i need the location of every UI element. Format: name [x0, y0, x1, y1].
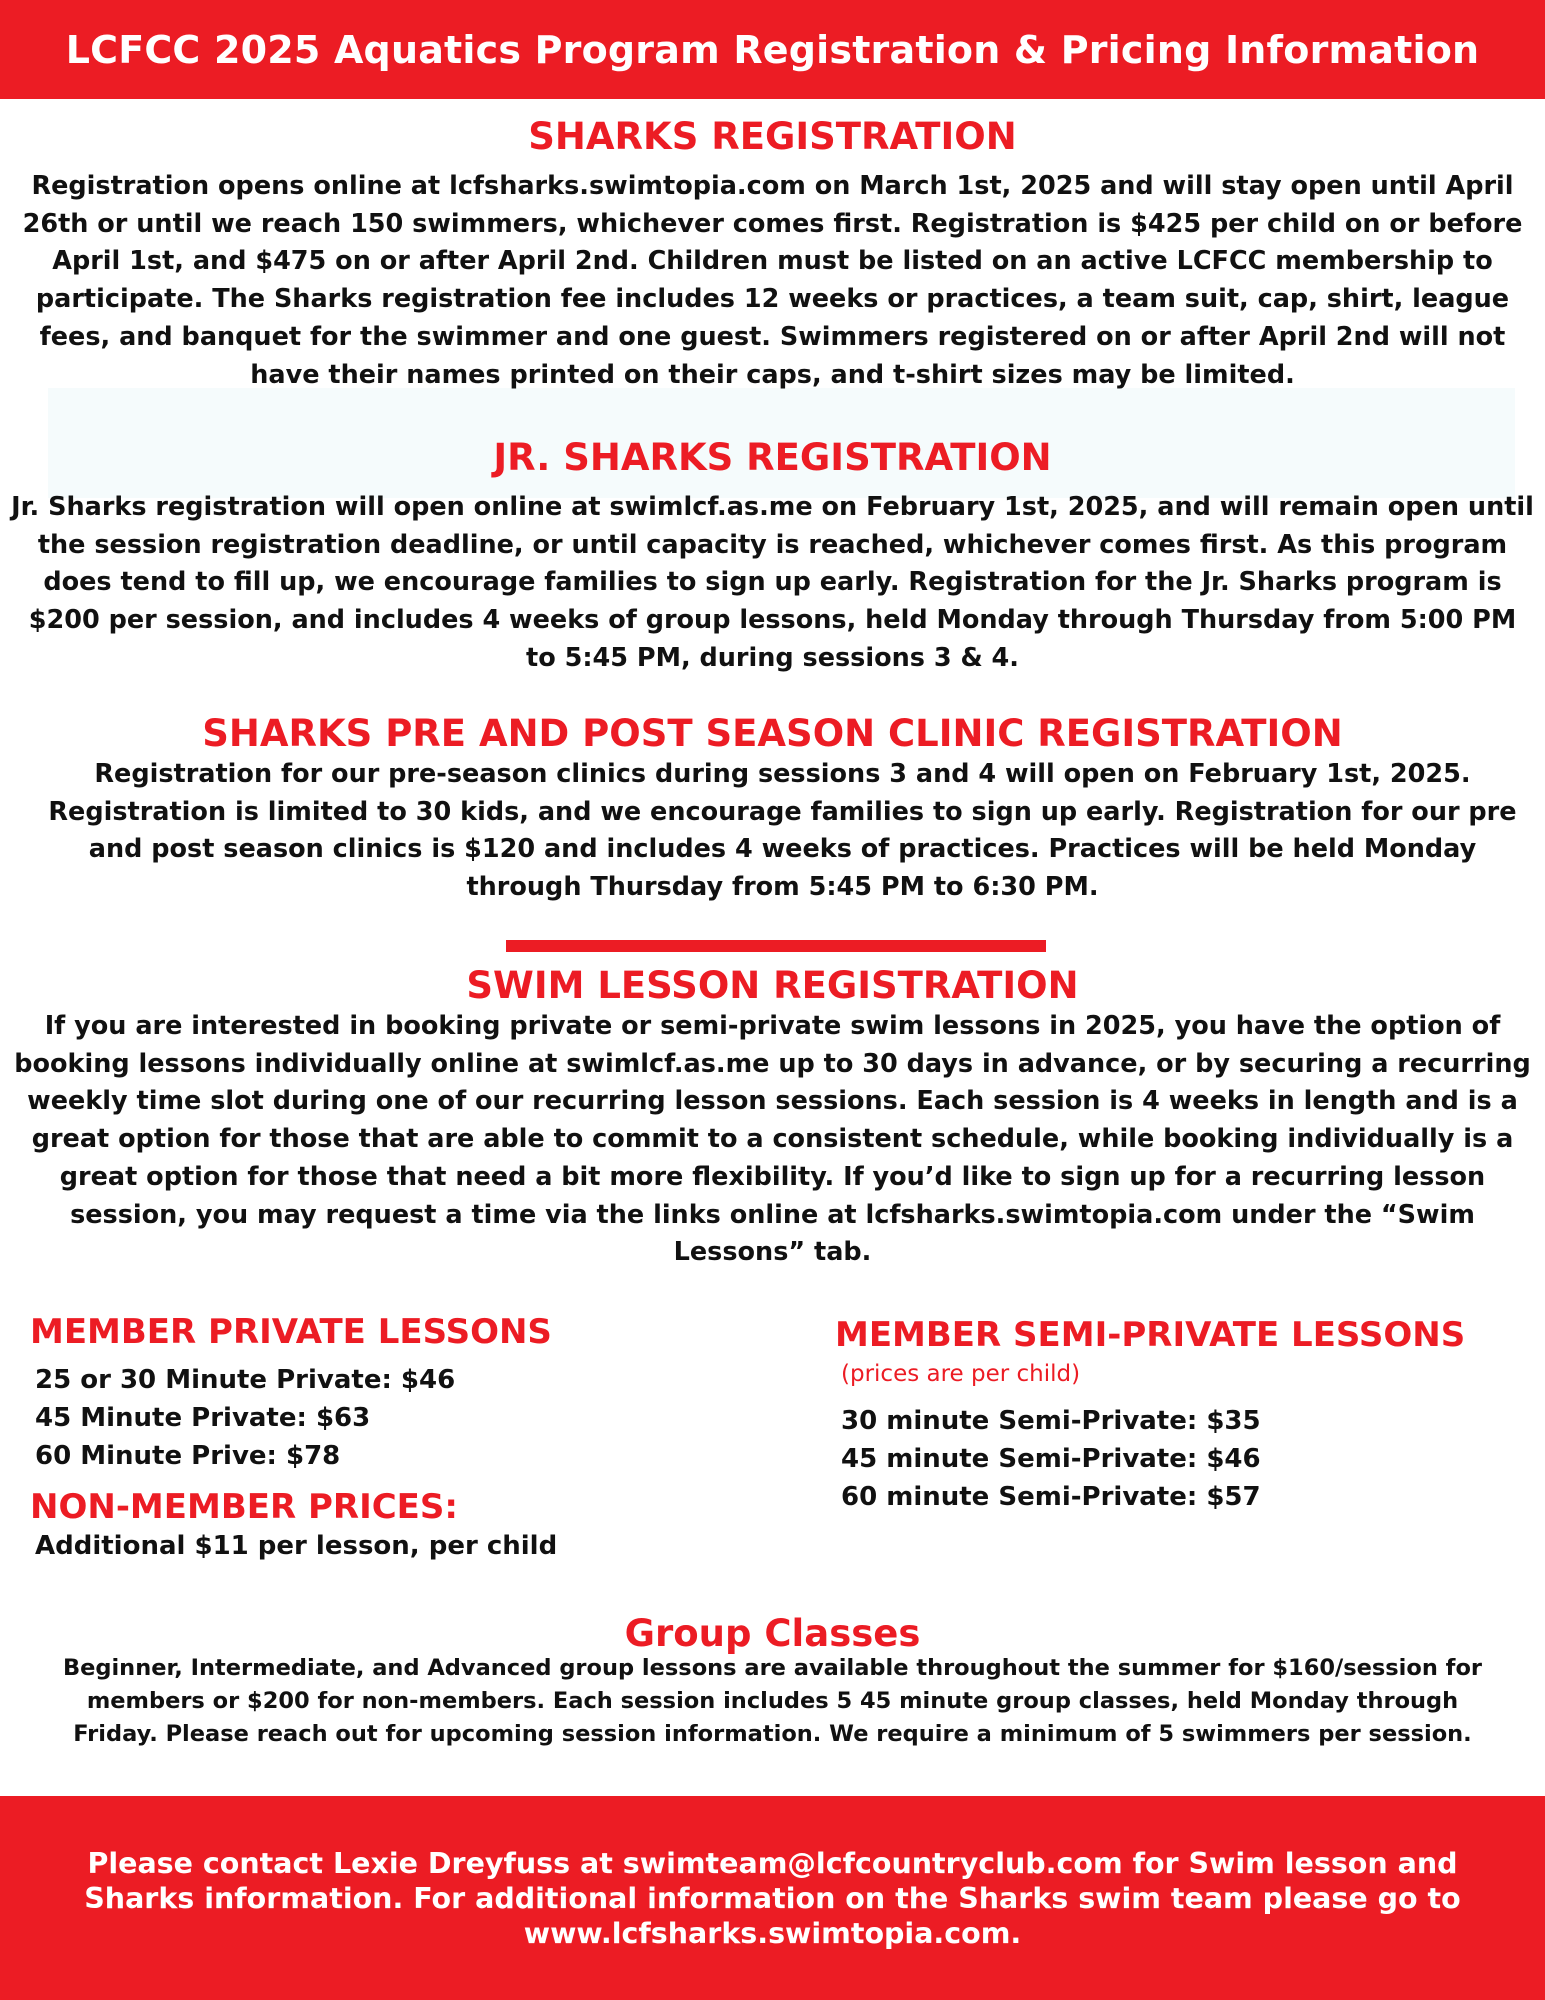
per-child-note: (prices are per child) — [841, 1361, 1081, 1387]
contact-text: Please contact Lexie Dreyfuss at swimteam@lcfcountryclub.com for Swim lesson and Sharks information. For additional information on the Sharks swim team please go to www.lcfsharks.swimtopia.com. — [84, 1846, 1461, 1950]
price-item: 45 Minute Private: $63 — [35, 1403, 371, 1433]
member-semi-private-column — [835, 1315, 1535, 1516]
group-classes-body: Beginner, Intermediate, and Advanced group lessons are available throughout the summer for $160/session for members or $200 for non-members. Each session includes 5 45 minute group classes, held Monday through Friday. Please reach out for upcoming session information. We require a minimum of 5 swimmers per session. — [62, 1655, 1483, 1747]
sharks-body: Registration opens online at lcfsharks.swimtopia.com on March 1st, 2025 and will stay open until April 26th or until we reach 150 swimmers, whichever comes first. Registration is $425 per child on or before April 1st, and $475 on or after April 2nd. Children must be listed on an active LCFCC membership to participate. The Sharks registration fee includes 12 weeks or practices, a team suit, cap, shirt, league fees, and banquet for the swimmer and one guest. Swimmers registered on or after April 2nd will not have their names printed on their caps, and t-shirt sizes may be limited. — [22, 171, 1523, 390]
section-divider — [506, 940, 1046, 952]
footer-banner — [0, 1796, 1545, 2000]
clinic-body: Registration for our pre-season clinics during sessions 3 and 4 will open on February 1st, 2025. Registration is limited to 30 kids, and we encourage families to sign up early. Registration for our pre and post season clinics is $120 and includes 4 weeks of practices. Practices will be held Monday through Thursday from 5:45 PM to 6:30 PM. — [48, 759, 1517, 903]
group-classes-section — [0, 1612, 1545, 1751]
clinic-heading: SHARKS PRE AND POST SEASON CLINIC REGISTRATION — [202, 712, 1343, 755]
semi-private-list — [835, 1402, 1535, 1516]
price-item: 60 Minute Prive: $78 — [35, 1441, 341, 1471]
sharks-section — [0, 115, 1545, 394]
price-item: 25 or 30 Minute Private: $46 — [35, 1365, 456, 1395]
jr-sharks-body: Jr. Sharks registration will open online at swimlcf.as.me on February 1st, 2025, and will remain open until the session registration deadline, or until capacity is reached, whichever comes first. As this program does tend to fill up, we encourage families to sign up early. Registration for the Jr. Sharks program is $200 per session, and includes 4 weeks of group lessons, held Monday through Thursday from 5:00 PM to 5:45 PM, during sessions 3 & 4. — [11, 492, 1534, 673]
non-member-text: Additional $11 per lesson, per child — [35, 1531, 558, 1561]
price-item: 60 minute Semi-Private: $57 — [841, 1482, 1261, 1512]
header-banner — [0, 0, 1545, 99]
member-private-heading: MEMBER PRIVATE LESSONS — [30, 1312, 552, 1352]
sharks-heading: SHARKS REGISTRATION — [528, 115, 1017, 158]
price-item: 30 minute Semi-Private: $35 — [841, 1406, 1261, 1436]
swim-lesson-body: If you are interested in booking private or semi-private swim lessons in 2025, you have the option of booking lessons individually online at swimlcf.as.me up to 30 days in advance, or by securing a recurring weekly time slot during one of our recurring lesson sessions. Each session is 4 weeks in length and is a great option for those that are able to commit to a consistent schedule, while booking individually is a great option for those that need a bit more flexibility. If you’d like to sign up for a recurring lesson session, you may request a time via the links online at lcfsharks.swimtopia.com under the “Swim Lessons” tab. — [14, 1011, 1531, 1268]
jr-sharks-section — [0, 436, 1545, 678]
group-classes-heading: Group Classes — [624, 1612, 921, 1655]
swim-lesson-heading: SWIM LESSON REGISTRATION — [466, 964, 1079, 1007]
price-item: 45 minute Semi-Private: $46 — [841, 1444, 1261, 1474]
member-private-list — [30, 1361, 770, 1475]
page-title: LCFCC 2025 Aquatics Program Registration & Pricing Information — [65, 27, 1480, 72]
member-private-column — [30, 1312, 770, 1565]
clinic-section — [0, 712, 1545, 907]
non-member-heading: NON-MEMBER PRICES: — [30, 1487, 458, 1527]
swim-lesson-section — [0, 964, 1545, 1272]
member-semi-private-heading: MEMBER SEMI-PRIVATE LESSONS — [835, 1315, 1466, 1355]
jr-sharks-heading: JR. SHARKS REGISTRATION — [493, 436, 1052, 479]
